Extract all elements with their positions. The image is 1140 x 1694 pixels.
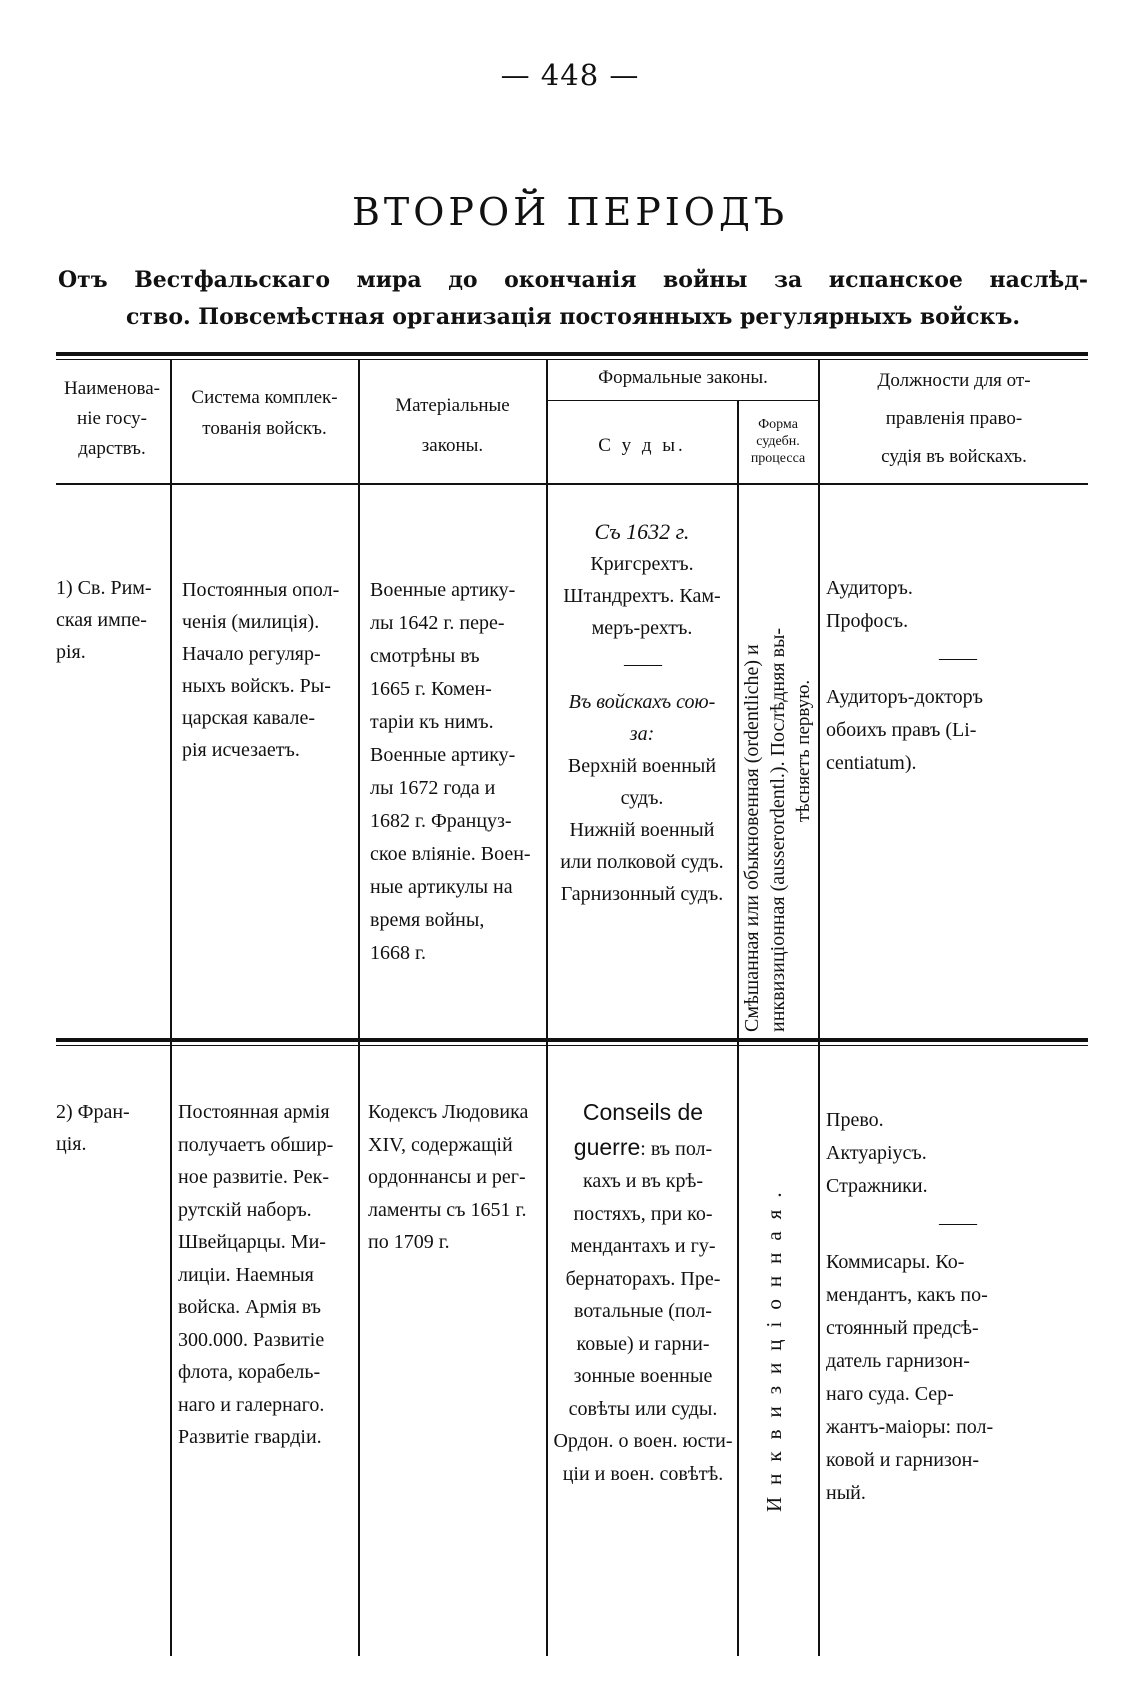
- row2-courts-conseils: Conseils de guerre: [573, 1099, 704, 1160]
- row2-positions: [826, 1104, 1088, 1510]
- row-separator-thick: [56, 1038, 1088, 1042]
- row1-recruitment: Постоянныя опол- ченія (милиція). Начало регуляр- ныхъ войскъ. Ры- царская кавале- рія исчезаетъ.: [182, 579, 340, 761]
- table: [56, 352, 1088, 1656]
- row1-procedure-line2: инквизиціонная (ausserordentl.). Послѣдняя вы-: [767, 627, 789, 1032]
- header-positions: Должности для от- правленія право- судія въ войскахъ.: [877, 370, 1031, 467]
- page-number: — 448 —: [500, 58, 640, 92]
- row1-procedure-line1: Смѣшанная или обыкновенная (ordentliche) и: [741, 644, 763, 1032]
- row1-state: 1) Св. Рим- ская импе- рія.: [56, 577, 152, 663]
- header-recruitment: Система комплек- тованія войскъ.: [191, 387, 338, 439]
- header-bottom-rule: [56, 483, 1088, 485]
- row1-courts-year: Съ 1632 г.: [594, 519, 690, 544]
- row2-state: 2) Фран- ція.: [56, 1101, 130, 1155]
- row2-positions-a: Прево. Актуаріусъ. Стражники.: [826, 1109, 928, 1197]
- header-material-laws: Матеріальные законы.: [395, 395, 510, 456]
- row1-material-laws: Военные артику- лы 1642 г. пере- смотрѣны въ 1665 г. Комен- таріи къ нимъ. Военные артику- лы 1672 года и 1682 г. Француз- ское вліяніе. Воен- ные артикулы на время войны, 1668 г.: [370, 579, 531, 964]
- header-formal-laws: Формальные законы.: [598, 367, 768, 388]
- row1-positions: [826, 572, 1088, 780]
- row1-positions-divider: ——: [939, 647, 975, 669]
- row1-courts-union: Верхній военный судъ. Нижній военный или полковой судъ. Гарнизонный судъ.: [560, 755, 724, 905]
- row1-procedure-line3: тѣсняетъ первую.: [793, 679, 814, 822]
- row2-courts: [552, 1096, 734, 1490]
- row1-courts-union-heading: Въ войскахъ сою- за:: [568, 691, 716, 745]
- col-rule-5: [818, 360, 820, 1656]
- row2-positions-b: Коммисары. Ко- мендантъ, какъ по- стоянный предсѣ- датель гарнизон- наго суда. Сер- жантъ-маіоры: пол- ковой и гарнизон- ный.: [826, 1251, 994, 1504]
- subtitle: [58, 262, 1088, 336]
- row1-positions-a: Аудиторъ. Профосъ.: [826, 577, 913, 632]
- row1-courts: [548, 516, 736, 910]
- subtitle-line-1: Отъ Вестфальскаго мира до окончанія войны за испанское наслѣд-: [58, 267, 1088, 293]
- row2-recruitment: Постоянная армія получаетъ обшир- ное развитіе. Рек- рутскій наборъ. Швейцарцы. Ми- лиціи. Наемныя войска. Армія въ 300.000. Развитіе флота, корабель- наго и галернаго. Развитіе гвардіи.: [178, 1101, 334, 1448]
- header-courts: С у д ы.: [598, 435, 686, 456]
- table-top-rule-thin: [56, 359, 1088, 360]
- row2-material-laws: Кодексъ Людовика XIV, содержащій ордоннансы и рег- ламенты съ 1651 г. по 1709 г.: [368, 1101, 529, 1253]
- row2-procedure: Инквизиціонная.: [762, 1180, 786, 1512]
- formal-laws-subrule: [546, 400, 820, 401]
- col-rule-2: [358, 360, 360, 1656]
- table-top-rule-thick: [56, 352, 1088, 356]
- header-procedure: Форма судебн. процесса: [750, 417, 806, 466]
- row1-courts-divider: ——: [624, 653, 660, 675]
- subtitle-line-2: ство. Повсемѣстная организація постоянныхъ регулярныхъ войскъ.: [126, 304, 1020, 330]
- row2-courts-main: : въ пол- кахъ и въ крѣ- постяхъ, при ко- мендантахъ и гу- бернаторахъ. Пре- вотальные (пол- ковые) и гарни- зонные военные совѣты или суды. Ордон. о воен. юсти- ціи и воен. совѣтѣ.: [553, 1137, 733, 1485]
- row1-positions-b: Аудиторъ-докторъ обоихъ правъ (Li- centiatum).: [826, 686, 983, 774]
- row2-positions-divider: ——: [939, 1212, 975, 1234]
- row1-courts-main: Кригсрехтъ. Штандрехтъ. Кам- меръ-рехтъ.: [563, 553, 721, 639]
- row-separator-thin: [56, 1045, 1088, 1046]
- header-state: Наименова- ніе госу- дарствъ.: [64, 378, 160, 459]
- col-rule-1: [170, 360, 172, 1656]
- period-title: ВТОРОЙ ПЕРІОДЪ: [351, 190, 789, 234]
